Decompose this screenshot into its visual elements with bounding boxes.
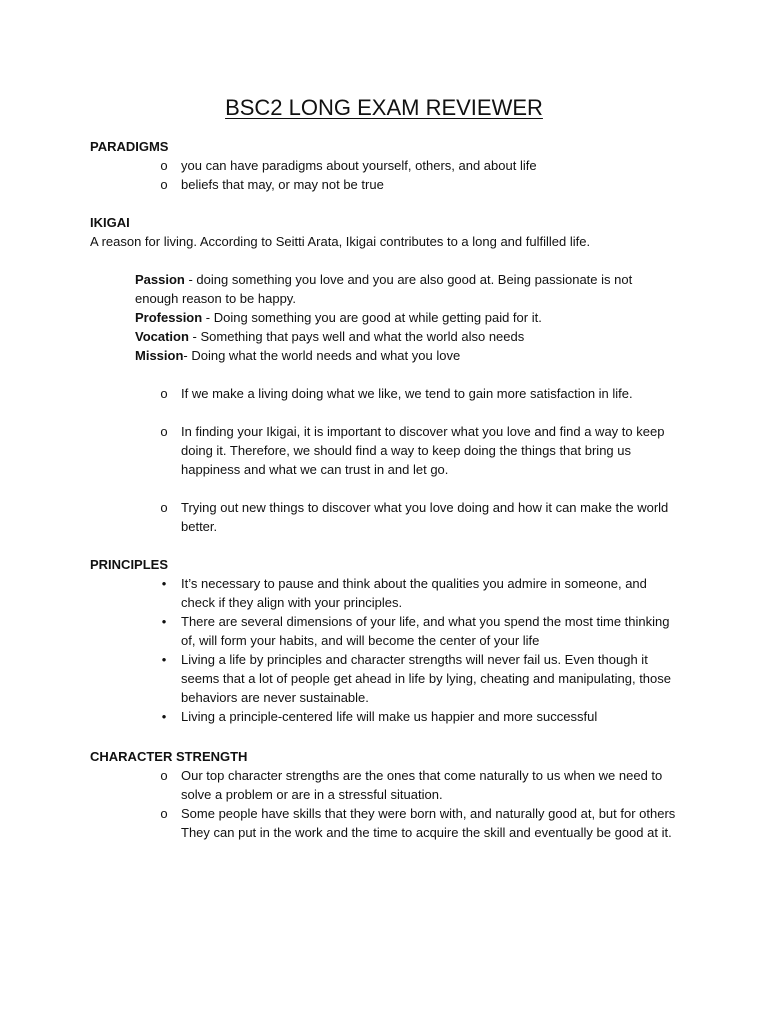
bullet-icon: • [161, 614, 167, 629]
section-paradigms [90, 137, 690, 194]
ikigai-points [90, 384, 680, 555]
section-character-strength [90, 747, 682, 842]
circle-bullet-icon: o [160, 768, 168, 783]
section-heading-paradigms: PARADIGMS [90, 139, 169, 154]
term-vocation: Vocation - Something that pays well and what the world also needs [135, 329, 525, 344]
ikigai-intro: A reason for living. According to Seitti Arata, Ikigai contributes to a long and fulfilled life. [90, 234, 591, 249]
circle-bullet-icon: o [160, 177, 168, 192]
document-title: BSC2 LONG EXAM REVIEWER [225, 95, 543, 120]
list-item: o If we make a living doing what we like, we tend to gain more satisfaction in life. [90, 384, 680, 403]
list-item: • Living a principle-centered life will make us happier and more successful [90, 707, 682, 726]
character-strength-list [90, 766, 682, 842]
section-heading-ikigai: IKIGAI [90, 215, 130, 230]
section-heading-principles: PRINCIPLES [90, 557, 169, 572]
principles-list [90, 574, 682, 726]
list-item: • There are several dimensions of your life, and what you spend the most time thinking of, will form your habits, and will become the center of your life [90, 612, 682, 650]
bullet-icon: • [161, 576, 167, 591]
term-profession: Profession - Doing something you are good at while getting paid for it. [135, 310, 542, 325]
term-mission: Mission- Doing what the world needs and what you love [135, 348, 461, 363]
list-item: o Our top character strengths are the ones that come naturally to us when we need to solve a problem or are in a stressful situation. [90, 766, 682, 804]
section-principles [90, 555, 682, 726]
term-passion: Passion - doing something you love and you are also good at. Being passionate is not enough reason to be happy. [135, 272, 633, 306]
circle-bullet-icon: o [160, 386, 168, 401]
circle-bullet-icon: o [160, 500, 168, 515]
list-item: o In finding your Ikigai, it is important to discover what you love and find a way to keep doing it. Therefore, we should find a way to keep doing the things that bring us happiness and what we can trust in and let go. [90, 422, 680, 479]
list-item: o you can have paradigms about yourself, others, and about life [90, 156, 690, 175]
circle-bullet-icon: o [160, 806, 168, 821]
list-item: • It’s necessary to pause and think about the qualities you admire in someone, and check if they align with your principles. [90, 574, 682, 612]
circle-bullet-icon: o [160, 158, 168, 173]
list-item: o Trying out new things to discover what you love doing and how it can make the world better. [90, 498, 680, 536]
section-heading-character-strength: CHARACTER STRENGTH [90, 749, 248, 764]
bullet-icon: • [161, 709, 167, 724]
circle-bullet-icon: o [160, 424, 168, 439]
list-item: o Some people have skills that they were born with, and naturally good at, but for others They can put in the work and the time to acquire the skill and eventually be good at it. [90, 804, 682, 842]
bullet-icon: • [161, 652, 167, 667]
section-ikigai [90, 213, 650, 251]
ikigai-terms [90, 270, 645, 365]
list-item: • Living a life by principles and character strengths will never fail us. Even though it seems that a lot of people get ahead in life by lying, cheating and manipulating, those behaviors are never sustainable. [90, 650, 682, 707]
ikigai-list [90, 384, 680, 536]
list-item: o beliefs that may, or may not be true [90, 175, 690, 194]
paradigms-list [90, 156, 690, 194]
